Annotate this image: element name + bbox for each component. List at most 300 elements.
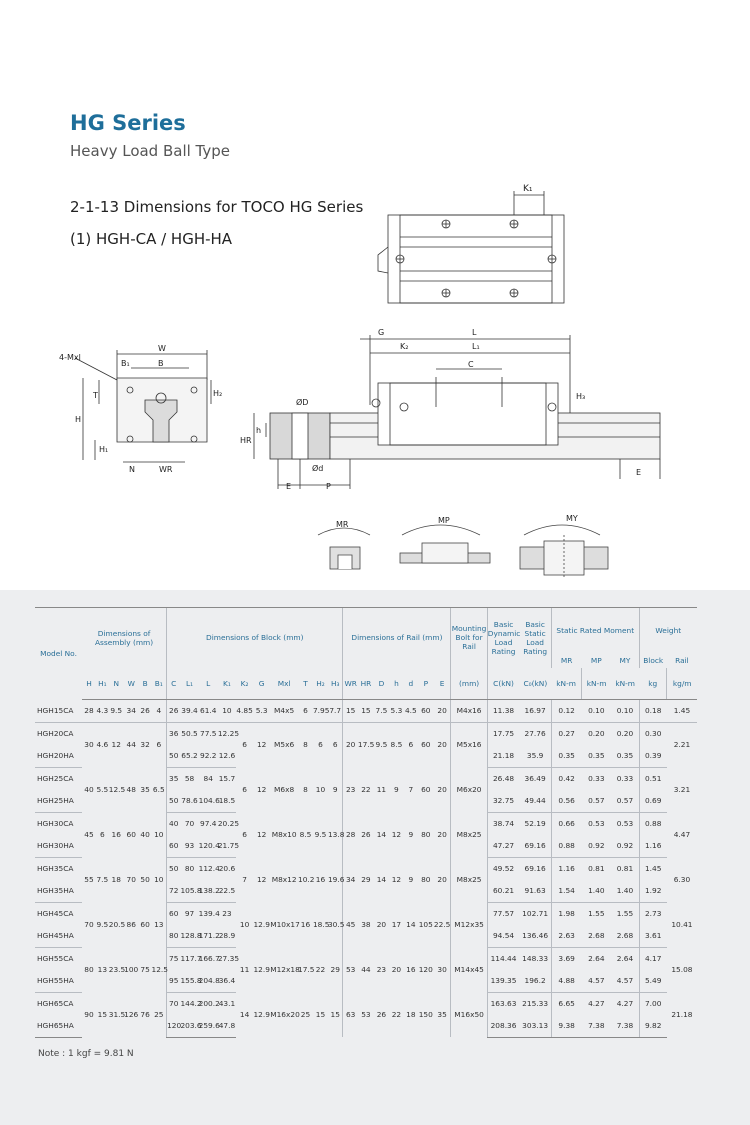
table-cell: 3.69 xyxy=(551,947,581,970)
section-title: 2-1-13 Dimensions for TOCO HG Series xyxy=(70,198,364,216)
table-cell: 171.2 xyxy=(199,925,218,948)
table-cell: 0.35 xyxy=(581,745,611,768)
my-icon-label: MY xyxy=(566,514,578,523)
table-cell: 34 xyxy=(124,700,139,723)
table-cell: 6 xyxy=(332,740,338,750)
table-cell: 20.5 xyxy=(108,920,126,929)
table-cell: 12 xyxy=(256,740,267,750)
table-cell: 12 xyxy=(111,740,121,750)
table-cell: 78.6 xyxy=(180,790,198,813)
table-cell: 102.71 xyxy=(522,909,549,918)
h3-label: H₃ xyxy=(576,392,586,401)
table-row xyxy=(35,722,697,745)
mp-icon-label: MP xyxy=(438,516,450,525)
table-cell: 200.2 xyxy=(198,999,220,1008)
table-cell: 208.36 xyxy=(487,1015,519,1038)
table-cell: 32 xyxy=(140,740,150,750)
table-cell: 7.5 xyxy=(374,700,389,723)
table-cell: 15.08 xyxy=(671,965,693,974)
table-cell: 1.55 xyxy=(588,909,605,918)
table-cell: 136.46 xyxy=(519,925,551,948)
unit-header: T xyxy=(298,668,313,700)
header-rail: Dimensions of Rail (mm) xyxy=(343,608,451,668)
table-cell: 36.4 xyxy=(218,970,236,993)
table-cell: 1.40 xyxy=(611,880,639,903)
unit-header: L₁ xyxy=(180,668,198,700)
model-cell: HGH35HA xyxy=(35,880,82,903)
unit-header: (mm) xyxy=(451,668,487,700)
n-label: N xyxy=(129,465,135,474)
table-cell: 4.27 xyxy=(616,999,634,1008)
table-cell: 12 xyxy=(391,830,402,839)
table-cell: 14 xyxy=(239,1010,250,1019)
table-cell: 0.92 xyxy=(581,835,611,858)
table-cell: 34 xyxy=(343,857,358,902)
table-cell: 20 xyxy=(437,830,447,839)
table-cell: M16x50 xyxy=(451,992,487,1037)
table-cell: 47.27 xyxy=(487,835,519,858)
table-cell: 84 xyxy=(203,774,213,783)
table-cell: 120 xyxy=(167,1015,181,1038)
table-cell: 6.5 xyxy=(152,785,165,794)
table-cell: 139.35 xyxy=(487,970,519,993)
table-cell: M4x5 xyxy=(270,700,298,723)
table-cell: 1.92 xyxy=(639,880,667,903)
table-cell: 28 xyxy=(343,812,358,857)
table-cell: 35 xyxy=(437,1010,447,1019)
table-cell: 4.88 xyxy=(551,970,581,993)
table-cell: 9.5 xyxy=(96,920,109,929)
table-cell: 4.17 xyxy=(639,947,667,970)
table-cell: 70 xyxy=(167,992,181,1015)
table-cell: 21.18 xyxy=(487,745,519,768)
k2-label: K₂ xyxy=(400,342,409,351)
p-label: P xyxy=(326,482,331,491)
table-cell: 4.57 xyxy=(611,970,639,993)
table-cell: 35 xyxy=(140,785,150,794)
h-small-label: h xyxy=(256,426,262,435)
table-cell: 53 xyxy=(343,947,358,992)
table-row xyxy=(35,857,697,880)
table-cell: M8x10 xyxy=(271,830,297,839)
header-bolt: Mounting Bolt for Rail xyxy=(451,608,487,668)
table-cell: 21.18 xyxy=(671,1010,693,1019)
table-cell: 4.5 xyxy=(404,700,418,723)
table-cell: 0.33 xyxy=(588,774,605,783)
unit-header: L xyxy=(199,668,218,700)
table-cell: 7.00 xyxy=(639,992,667,1015)
dimension-table xyxy=(35,607,697,1038)
table-cell: 60.21 xyxy=(487,880,519,903)
table-cell: 23 xyxy=(376,965,387,974)
c-label: C xyxy=(468,360,474,369)
table-cell: 53 xyxy=(361,1010,371,1019)
table-cell: 0.12 xyxy=(551,700,581,723)
unit-header: h xyxy=(389,668,404,700)
table-cell: 90 xyxy=(84,1010,94,1019)
table-cell: 117.7 xyxy=(180,954,202,963)
table-cell: 43.1 xyxy=(218,999,236,1008)
table-cell: 97.4 xyxy=(200,819,217,828)
table-cell: 70 xyxy=(84,920,94,929)
table-cell: 27.76 xyxy=(524,729,546,738)
table-cell: M10x17 xyxy=(270,920,300,929)
table-cell: 139.4 xyxy=(198,909,220,918)
table-cell: 50 xyxy=(167,745,181,768)
table-cell: 2.73 xyxy=(639,902,667,925)
table-cell: 9.5 xyxy=(375,740,388,750)
table-cell: 45 xyxy=(343,902,358,947)
table-cell: 94.54 xyxy=(487,925,519,948)
table-cell: 40 xyxy=(84,785,94,794)
table-cell: 50 xyxy=(140,875,150,884)
table-cell: 303.13 xyxy=(519,1015,551,1038)
table-cell: 52.19 xyxy=(524,819,546,828)
table-cell: 1.16 xyxy=(551,857,581,880)
table-cell: 7.38 xyxy=(581,1015,611,1038)
top-view-drawing xyxy=(360,185,590,315)
table-cell: 7.7 xyxy=(328,700,343,723)
table-cell: 29 xyxy=(330,965,340,974)
table-cell: 2.64 xyxy=(616,954,634,963)
table-cell: 60 xyxy=(421,740,431,750)
table-cell: 2.64 xyxy=(588,954,605,963)
table-cell: 12.6 xyxy=(218,745,236,768)
unit-header: H xyxy=(82,668,96,700)
table-cell: 6 xyxy=(298,700,313,723)
table-cell: 0.88 xyxy=(551,835,581,858)
table-cell: 1.98 xyxy=(551,902,581,925)
table-cell: 0.35 xyxy=(551,745,581,768)
table-cell: 20 xyxy=(343,722,358,767)
table-cell: 126 xyxy=(124,1010,139,1019)
table-cell: 60 xyxy=(421,785,431,794)
table-cell: 31.5 xyxy=(108,1010,126,1019)
table-cell: 38 xyxy=(361,920,371,929)
table-cell: 9.82 xyxy=(639,1015,667,1038)
table-cell: 60 xyxy=(126,830,136,839)
table-cell: 0.57 xyxy=(611,790,639,813)
table-cell: 10 xyxy=(154,830,164,839)
sub-title: (1) HGH-CA / HGH-HA xyxy=(70,230,233,248)
table-cell: 26 xyxy=(361,830,371,839)
table-cell: 30 xyxy=(84,740,94,750)
table-cell: M12x35 xyxy=(451,902,487,947)
table-cell: 0.18 xyxy=(639,700,667,723)
table-cell: 16.97 xyxy=(519,700,551,723)
header-model: Model No. xyxy=(35,608,82,700)
table-cell: 47.8 xyxy=(218,1015,236,1038)
table-cell: 35.9 xyxy=(519,745,551,768)
table-cell: 0.81 xyxy=(588,864,605,873)
unit-header: W xyxy=(124,668,139,700)
table-cell: 6 xyxy=(242,785,247,794)
phi-d-large-label: ØD xyxy=(296,398,309,407)
table-cell: 35 xyxy=(167,767,181,790)
table-cell: 128.8 xyxy=(180,925,198,948)
table-cell: 0.88 xyxy=(639,812,667,835)
table-cell: 69.16 xyxy=(519,835,551,858)
model-cell: HGH15CA xyxy=(35,700,82,723)
model-cell: HGH20HA xyxy=(35,745,82,768)
table-cell: 18 xyxy=(111,875,121,884)
table-cell: 11.38 xyxy=(487,700,519,723)
table-cell: 55 xyxy=(84,875,94,884)
table-cell: 58 xyxy=(184,774,195,783)
unit-note: Note : 1 kgf = 9.81 N xyxy=(38,1049,134,1059)
table-cell: 14 xyxy=(406,920,416,929)
table-cell: 40 xyxy=(140,830,150,839)
table-cell: 5.5 xyxy=(96,785,109,794)
table-cell: 4.6 xyxy=(96,740,109,750)
table-cell: 28 xyxy=(82,700,96,723)
header-dynamic: Basic Dynamic Load Rating xyxy=(487,608,519,668)
table-cell: 14 xyxy=(376,875,387,884)
table-cell: 1.54 xyxy=(551,880,581,903)
model-cell: HGH45HA xyxy=(35,925,82,948)
table-cell: 3.61 xyxy=(639,925,667,948)
g-label: G xyxy=(378,328,385,337)
table-cell: 13 xyxy=(97,965,108,974)
table-cell: 6 xyxy=(242,740,247,750)
table-cell: 100 xyxy=(124,965,139,974)
unit-header: WR xyxy=(343,668,358,700)
table-cell: M12x18 xyxy=(270,965,300,974)
table-cell: 12.5 xyxy=(151,965,168,974)
table-cell: 9.38 xyxy=(551,1015,581,1038)
table-cell: 15 xyxy=(315,1010,326,1019)
table-cell: 93 xyxy=(180,835,198,858)
table-cell: 80 xyxy=(184,864,195,873)
table-cell: 204.8 xyxy=(199,970,218,993)
table-cell: 15 xyxy=(343,700,358,723)
table-cell: 15 xyxy=(330,1010,340,1019)
mr-icon-label: MR xyxy=(336,520,349,529)
model-cell: HGH20CA xyxy=(37,729,74,738)
table-cell: 9 xyxy=(394,785,399,794)
table-cell: M6x20 xyxy=(451,767,487,812)
table-cell: 104.6 xyxy=(199,790,218,813)
table-cell: 9 xyxy=(332,785,338,794)
table-cell: 25 xyxy=(154,1010,164,1019)
table-cell: 48 xyxy=(126,785,136,794)
table-cell: 10 xyxy=(154,875,164,884)
unit-header: B xyxy=(139,668,152,700)
mxl-label: 4-Mxl xyxy=(59,353,81,362)
table-cell: 13 xyxy=(154,920,164,929)
table-cell: 70 xyxy=(184,819,195,828)
unit-header: H₂ xyxy=(313,668,328,700)
model-cell: HGH25CA xyxy=(37,774,74,783)
table-cell: 75 xyxy=(140,965,150,974)
table-cell: 1.40 xyxy=(581,880,611,903)
h2-label: H₂ xyxy=(213,389,223,398)
table-cell: 150 xyxy=(418,1010,433,1019)
table-cell: 8.5 xyxy=(390,740,403,750)
unit-header: kg/m xyxy=(667,668,697,700)
table-cell: 0.10 xyxy=(581,700,611,723)
table-cell: 15.7 xyxy=(218,774,236,783)
table-cell: M5x6 xyxy=(274,740,295,750)
table-cell: 5.3 xyxy=(253,700,270,723)
table-cell: 12.25 xyxy=(217,729,240,738)
unit-header: B₁ xyxy=(152,668,167,700)
table-cell: 105 xyxy=(418,920,433,929)
table-cell: 2.68 xyxy=(581,925,611,948)
table-cell: 50.5 xyxy=(181,729,198,738)
front-view-drawing xyxy=(55,340,230,480)
table-cell: 1.45 xyxy=(639,857,667,880)
table-cell: 26 xyxy=(139,700,152,723)
table-cell: 0.35 xyxy=(611,745,639,768)
table-cell: 18.5 xyxy=(312,920,330,929)
table-cell: 11 xyxy=(376,785,387,794)
e-label-right: E xyxy=(636,468,642,477)
table-cell: 92.2 xyxy=(199,745,218,768)
table-cell: 50 xyxy=(167,790,181,813)
table-cell: 9.5 xyxy=(109,700,124,723)
table-cell: 9 xyxy=(408,875,414,884)
table-cell: M8x12 xyxy=(271,875,297,884)
table-cell: 13.8 xyxy=(327,830,345,839)
header-mp: MP xyxy=(590,656,602,665)
table-cell: 7.38 xyxy=(611,1015,639,1038)
table-cell: 5.49 xyxy=(639,970,667,993)
table-cell: 97 xyxy=(184,909,195,918)
t-label: T xyxy=(93,391,98,400)
table-cell: 7.95 xyxy=(313,700,328,723)
model-cell: HGH30HA xyxy=(35,835,82,858)
table-cell: 60 xyxy=(140,920,150,929)
table-cell: 69.16 xyxy=(524,864,546,873)
unit-header: D xyxy=(374,668,389,700)
unit-header: K₂ xyxy=(236,668,253,700)
table-cell: 112.4 xyxy=(198,864,220,873)
table-cell: 1.45 xyxy=(667,700,697,723)
table-row xyxy=(35,812,697,835)
table-cell: 14 xyxy=(376,830,387,839)
table-row xyxy=(35,700,697,723)
table-cell: 0.27 xyxy=(551,722,581,745)
phi-d-small-label: Ød xyxy=(312,464,324,473)
table-cell: 16 xyxy=(315,875,326,884)
table-cell: 32.75 xyxy=(487,790,519,813)
unit-header: N xyxy=(109,668,124,700)
table-cell: 27.35 xyxy=(217,954,240,963)
table-cell: 12 xyxy=(256,875,267,884)
model-cell: HGH65CA xyxy=(37,999,74,1008)
table-cell: 9.5 xyxy=(314,830,327,839)
table-cell: 4.3 xyxy=(96,700,109,723)
table-cell: 138.2 xyxy=(199,880,218,903)
table-cell: 49.44 xyxy=(519,790,551,813)
table-cell: 196.2 xyxy=(519,970,551,993)
table-cell: 0.53 xyxy=(616,819,634,828)
table-cell: 18 xyxy=(406,1010,416,1019)
h-label: H xyxy=(75,415,82,424)
wr-label: WR xyxy=(159,465,173,474)
table-cell: 4.85 xyxy=(236,700,253,723)
table-cell: M4x16 xyxy=(451,700,487,723)
table-cell: 0.20 xyxy=(588,729,605,738)
l-label: L xyxy=(472,328,477,337)
table-cell: 0.10 xyxy=(611,700,639,723)
table-cell: 16 xyxy=(300,920,311,929)
table-cell: 8 xyxy=(303,785,308,794)
table-cell: 12.5 xyxy=(108,785,126,794)
table-cell: 95 xyxy=(167,970,181,993)
model-cell: HGH55CA xyxy=(37,954,74,963)
table-cell: 4.57 xyxy=(581,970,611,993)
table-cell: 25 xyxy=(300,1010,311,1019)
table-cell: 44 xyxy=(361,965,371,974)
table-cell: 86 xyxy=(126,920,136,929)
table-cell: 38.74 xyxy=(487,812,519,835)
table-cell: 6 xyxy=(318,740,323,750)
header-mr: MR xyxy=(551,654,581,668)
table-cell: M8x25 xyxy=(451,857,487,902)
table-cell: 22 xyxy=(315,965,326,974)
table-cell: 22.5 xyxy=(433,920,451,929)
table-cell: 10 xyxy=(239,920,250,929)
table-cell: 163.63 xyxy=(487,992,519,1015)
table-cell: 6 xyxy=(408,740,414,750)
l1-label: L₁ xyxy=(472,342,480,351)
header-block: Dimensions of Block (mm) xyxy=(167,608,343,668)
table-cell: 60 xyxy=(167,835,181,858)
table-cell: 28.9 xyxy=(218,925,236,948)
table-cell: 63 xyxy=(343,992,358,1037)
table-cell: 215.33 xyxy=(522,999,549,1008)
table-cell: 6.65 xyxy=(551,992,581,1015)
header-weight-rail: Rail xyxy=(675,656,689,665)
table-cell: 40 xyxy=(167,812,181,835)
table-cell: 10 xyxy=(315,785,326,794)
table-cell: 20 xyxy=(434,700,451,723)
table-cell: 36.49 xyxy=(524,774,546,783)
table-cell: 6.30 xyxy=(673,875,691,884)
table-cell: 0.81 xyxy=(616,864,634,873)
model-cell: HGH35CA xyxy=(37,864,74,873)
e-label-left: E xyxy=(286,482,292,491)
series-subtitle: Heavy Load Ball Type xyxy=(70,142,231,160)
table-cell: 105.8 xyxy=(180,880,198,903)
header-static: Basic Static Load Rating xyxy=(519,608,551,668)
table-cell: 72 xyxy=(167,880,181,903)
h1-label: H₁ xyxy=(99,445,109,454)
table-cell: 30.5 xyxy=(327,920,345,929)
table-cell: 80 xyxy=(421,875,431,884)
unit-header: HR xyxy=(358,668,374,700)
table-cell: 60 xyxy=(167,902,181,925)
table-cell: M16x20 xyxy=(270,1010,300,1019)
table-cell: 114.44 xyxy=(487,947,519,970)
k1-label: K₁ xyxy=(523,184,533,194)
moment-icons xyxy=(300,505,640,585)
table-cell: 4.27 xyxy=(588,999,605,1008)
unit-header: G xyxy=(253,668,270,700)
table-cell: 16 xyxy=(111,830,121,839)
unit-header: C(kN) xyxy=(487,668,519,700)
table-cell: 3.21 xyxy=(673,785,691,794)
table-cell: 259.6 xyxy=(199,1015,218,1038)
table-cell: 91.63 xyxy=(519,880,551,903)
table-cell: 7 xyxy=(242,875,247,884)
table-cell: 23.5 xyxy=(108,965,126,974)
unit-header: E xyxy=(434,668,451,700)
table-cell: 4 xyxy=(152,700,167,723)
header-assembly: Dimensions of Assembly (mm) xyxy=(82,608,167,668)
